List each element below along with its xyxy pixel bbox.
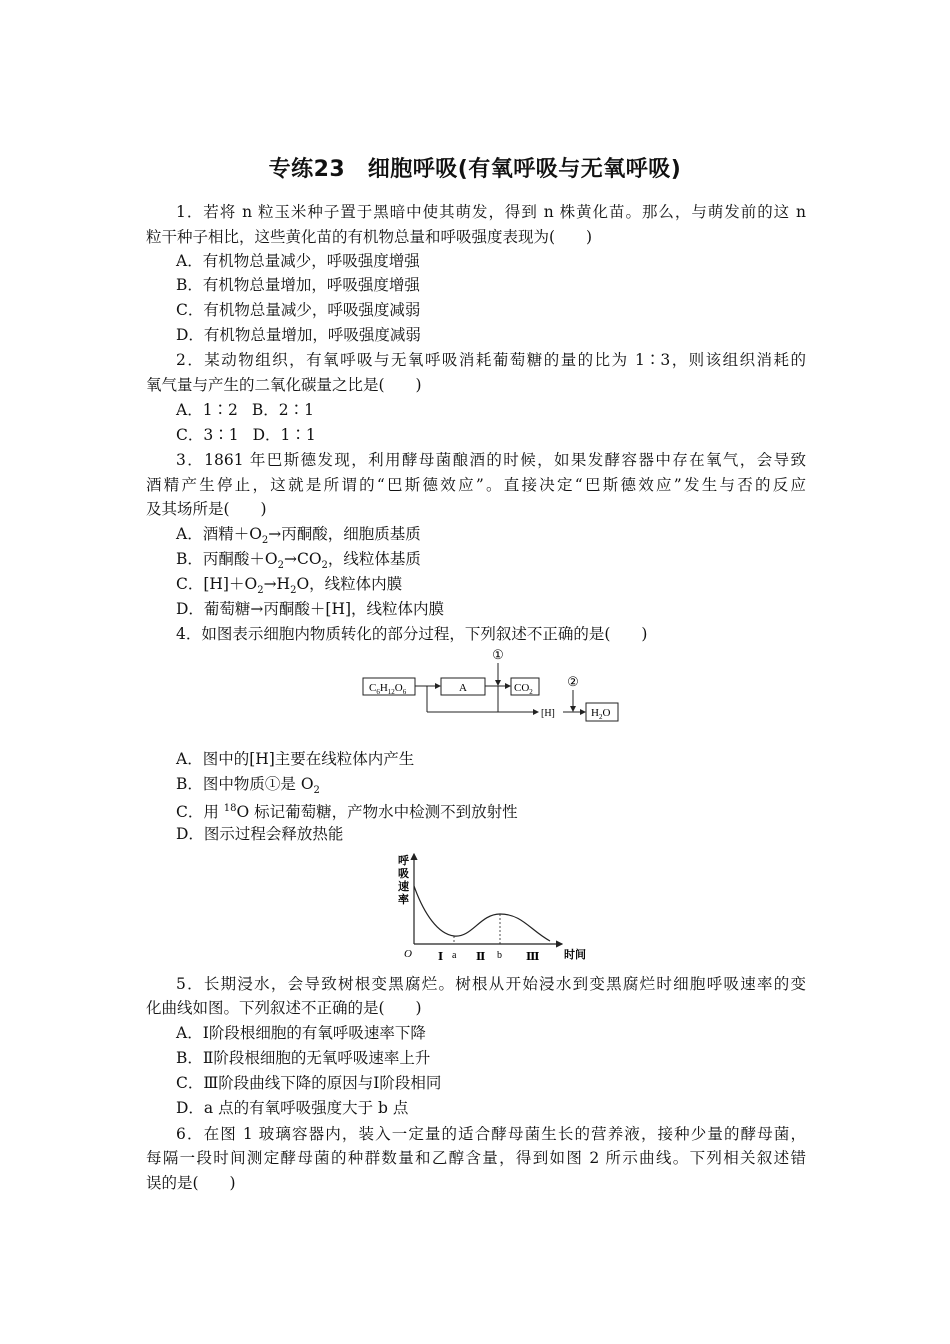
box-a-label: A: [459, 682, 467, 694]
q6-stem-line3: 误的是( ): [146, 1174, 236, 1192]
q5-stem-line2: 化曲线如图。下列叙述不正确的是( ): [146, 999, 422, 1017]
y-axis-label-2: 吸: [398, 868, 409, 880]
q3-option-b: B．丙酮酸$+O_2\to CO_2$，线粒体基质: [176, 550, 421, 572]
q6-stem-line2: 每隔一段时间测定酵母菌的种群数量和乙醇含量，得到如图 2 所示曲线。下列相关叙述错: [146, 1149, 806, 1167]
stage-1-label: Ⅰ: [438, 951, 444, 963]
q2-option-d: D．1∶1: [252, 426, 316, 444]
q1-stem-line1: 1．若将 n 粒玉米种子置于黑暗中使其萌发，得到 n 株黄化苗。那么，与萌发前的这 n: [176, 203, 806, 221]
q3-option-d: D．葡萄糖→丙酮酸＋[H]，线粒体内膜: [176, 600, 445, 618]
q5-option-c: C．Ⅲ阶段曲线下降的原因与Ⅰ阶段相同: [176, 1074, 442, 1092]
q2-stem-line1: 2．某动物组织，有氧呼吸与无氧呼吸消耗葡萄糖的量的比为 1∶3，则该组织消耗的: [176, 351, 806, 369]
q6-stem-line1: 6．在图 1 玻璃容器内，装入一定量的适合酵母菌生长的营养液，接种少量的酵母菌，: [176, 1125, 806, 1143]
q3-option-c: C．$[H]+O_2\to H_2O$，线粒体内膜: [176, 575, 403, 597]
q1-stem-line2: 粒干种子相比，这些黄化苗的有机物总量和呼吸强度表现为( ): [146, 228, 593, 246]
q4-stem: 4．如图表示细胞内物质转化的部分过程，下列叙述不正确的是( ): [176, 625, 648, 643]
q3-stem-line1: 3．1861 年巴斯德发现，利用酵母菌酿酒的时候，如果发酵容器中存在氧气，会导致: [176, 451, 806, 469]
y-axis-label-4: 率: [398, 894, 409, 906]
q2-option-c: C．3∶1: [176, 426, 239, 444]
q5-stem-line1: 5．长期浸水，会导致树根变黑腐烂。树根从开始浸水到变黑腐烂时细胞呼吸速率的变: [176, 975, 806, 993]
q2-option-b: B．2∶1: [251, 401, 315, 419]
stage-3-label: Ⅲ: [526, 951, 540, 963]
q1-option-b: B．有机物总量增加，呼吸强度增强: [176, 276, 420, 294]
marker-2: ②: [567, 674, 579, 689]
q2-stem-line2: 氧气量与产生的二氧化碳量之比是( ): [146, 376, 422, 394]
q3-stem-line3: 及其场所是( ): [146, 500, 267, 518]
y-axis-label-3: 速: [398, 881, 409, 893]
x-axis-label: 时间: [564, 949, 586, 961]
q4-option-d: D．图示过程会释放热能: [176, 825, 344, 843]
water-label: $H_2O$: [591, 707, 611, 721]
y-axis-label-1: 呼: [398, 855, 409, 867]
q2-options-ab: [176, 400, 314, 420]
q2-option-a: A．1∶2: [176, 401, 238, 419]
q5-option-d: D．a 点的有氧呼吸强度大于 b 点: [176, 1099, 409, 1117]
point-b-label: b: [497, 950, 502, 961]
stage-2-label: Ⅱ: [476, 951, 486, 963]
rate-curve: [414, 886, 550, 941]
marker-1: ①: [492, 647, 504, 662]
q1-option-a: A．有机物总量减少，呼吸强度增强: [176, 252, 420, 270]
co2-label: $CO_2$: [514, 682, 533, 696]
q4-option-c: C．用 $^{18}$O 标记葡萄糖，产物水中检测不到放射性: [176, 803, 518, 822]
page-title: 专练23 细胞呼吸(有氧呼吸与无氧呼吸): [268, 157, 682, 182]
q4-pathway-diagram: [355, 645, 630, 730]
q1-option-d: D．有机物总量增加，呼吸强度减弱: [176, 326, 421, 344]
origin-label: O: [404, 948, 412, 960]
q2-options-cd: [176, 425, 316, 445]
q5-option-a: A．Ⅰ阶段根细胞的有氧呼吸速率下降: [176, 1024, 426, 1042]
h-label: [H]: [541, 708, 555, 719]
q3-option-a: A．酒精$+O_2\to$丙酮酸，细胞质基质: [176, 525, 421, 547]
q1-option-c: C．有机物总量减少，呼吸强度减弱: [176, 301, 421, 319]
respiration-rate-graph: [390, 848, 600, 966]
q3-stem-line2: 酒精产生停止，这就是所谓的“巴斯德效应”。直接决定“巴斯德效应”发生与否的反应: [146, 476, 806, 494]
q5-option-b: B．Ⅱ阶段根细胞的无氧呼吸速率上升: [176, 1049, 431, 1067]
q4-option-a: A．图中的[H]主要在线粒体内产生: [176, 750, 415, 768]
q4-option-b: B．图中物质①是 $O_2$: [176, 775, 320, 797]
point-a-label: a: [452, 950, 457, 961]
glucose-label: $C_6H_{12}O_6$: [369, 682, 407, 696]
